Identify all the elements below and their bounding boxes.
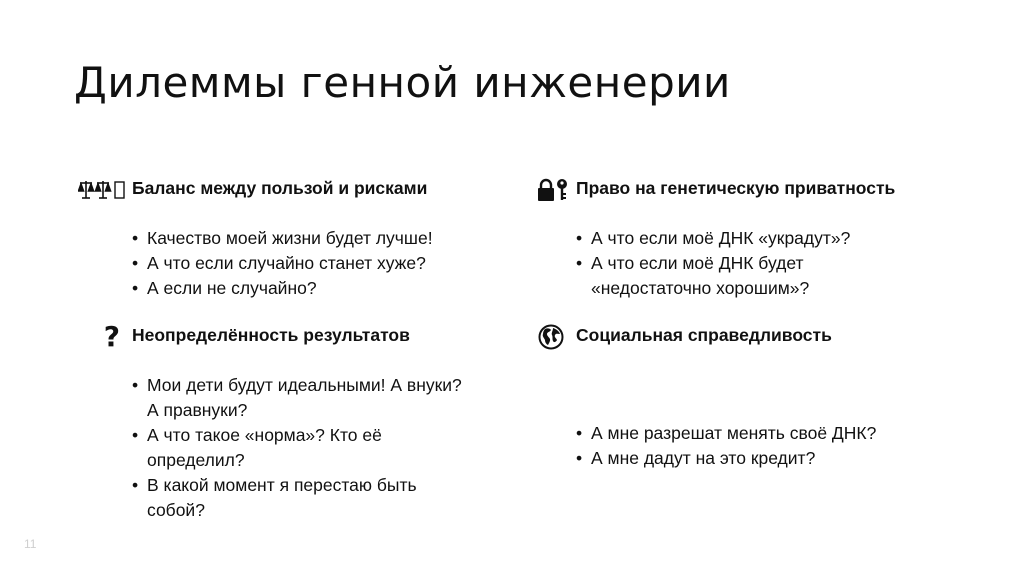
list-item: • А мне дадут на это кредит? — [576, 446, 956, 471]
list-item: • А что такое «норма»? Кто её определил? — [132, 423, 462, 473]
block-justice — [576, 323, 976, 473]
block-privacy-header — [576, 176, 976, 204]
list-item: • А если не случайно? — [132, 276, 502, 301]
block-balance-list — [132, 226, 502, 301]
block-justice-list — [576, 421, 956, 471]
block-privacy-list — [576, 226, 906, 301]
block-justice-header — [576, 323, 976, 351]
block-uncertainty-list — [132, 373, 462, 523]
block-balance-title: Баланс между пользой и рисками — [132, 178, 428, 198]
list-item: • Качество моей жизни будет лучше! — [132, 226, 502, 251]
block-uncertainty — [103, 320, 462, 523]
globe-icon — [536, 323, 564, 351]
block-uncertainty-header — [103, 320, 462, 353]
list-item: • В какой момент я перестаю быть собой? — [132, 473, 462, 523]
list-item: • А что если моё ДНК будет «недостаточно хорошим»? — [576, 251, 906, 301]
block-balance — [132, 176, 502, 306]
slide-title: Дилеммы генной инженерии — [74, 58, 731, 107]
block-privacy — [576, 176, 976, 306]
question-mark-icon: ? — [103, 320, 120, 353]
list-item: • Мои дети будут идеальными! А внуки? А правнуки? — [132, 373, 462, 423]
lock-and-key-icon — [536, 176, 570, 204]
page-number: 11 — [24, 537, 37, 551]
block-privacy-title: Право на генетическую приватность — [576, 178, 896, 198]
block-uncertainty-title: Неопределённость результатов — [132, 325, 410, 345]
list-item: • А что если случайно станет хуже? — [132, 251, 502, 276]
list-item: • А мне разрешат менять своё ДНК? — [576, 421, 956, 446]
scales-icon — [78, 176, 126, 204]
block-balance-header — [132, 176, 502, 204]
block-justice-title: Социальная справедливость — [576, 325, 832, 345]
list-item: • А что если моё ДНК «украдут»? — [576, 226, 906, 251]
